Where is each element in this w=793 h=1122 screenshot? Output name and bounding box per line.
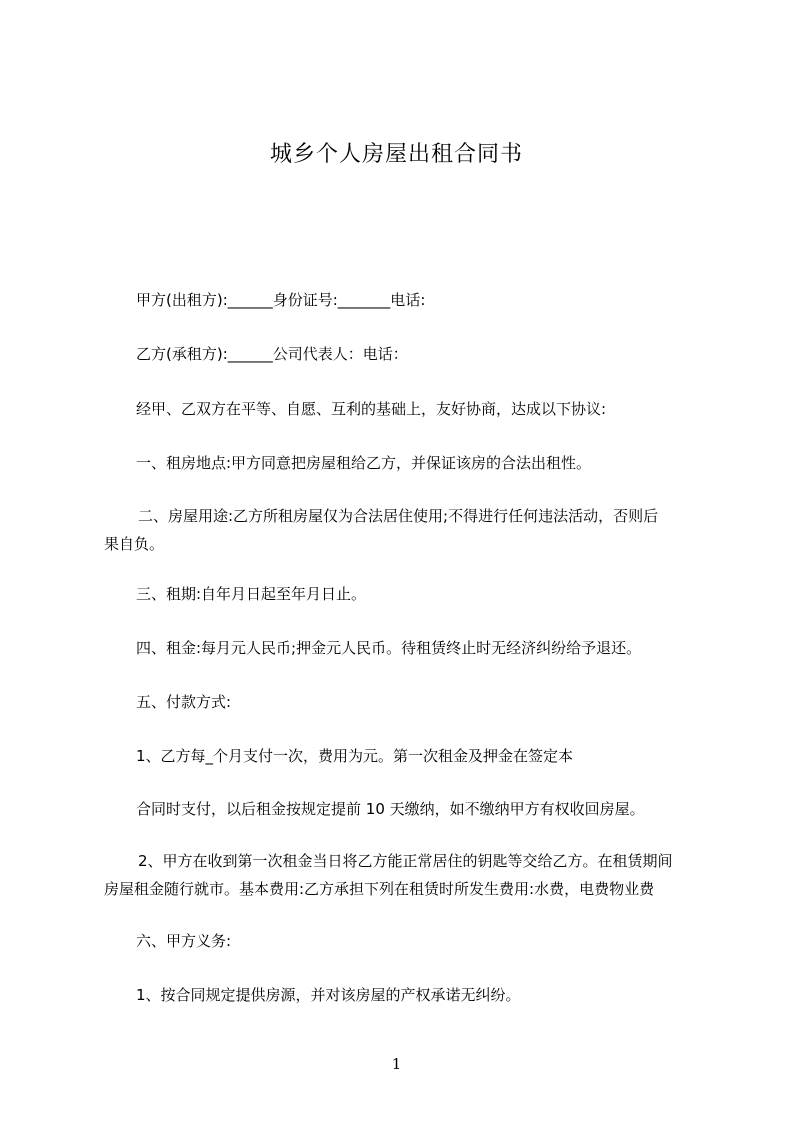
party-a-line: 甲方(出租方):______身份证号:_______电话:	[136, 291, 426, 309]
payment-item-2-line-1: 2、甲方在收到第一次租金当日将乙方能正常居住的钥匙等交给乙方。在租赁期间	[138, 852, 673, 870]
payment-item-2	[104, 847, 696, 903]
party-b-line: 乙方(承租方):______公司代表人：电话：	[136, 345, 408, 363]
payment-item-2-line-2: 房屋租金随行就市。基本费用:乙方承担下列在租赁时所发生费用:水费，电费物业费	[104, 880, 655, 898]
clause-rental-location: 一、租房地点:甲方同意把房屋租给乙方，并保证该房的合法出租性。	[136, 454, 592, 472]
page-number: 1	[391, 1055, 402, 1073]
payment-item-1: 1、乙方每_个月支付一次，费用为元。第一次租金及押金在签定本	[136, 747, 574, 765]
clause-house-usage	[104, 502, 696, 558]
clause-lease-term: 三、租期:自年月日起至年月日止。	[136, 585, 367, 603]
document-title: 城乡个人房屋出租合同书	[269, 142, 523, 167]
payment-item-1-continued: 合同时支付，以后租金按规定提前 10 天缴纳，如不缴纳甲方有权收回房屋。	[136, 800, 645, 818]
clause-payment-heading: 五、付款方式:	[136, 693, 232, 711]
party-a-duty-1: 1、按合同规定提供房源，并对该房屋的产权承诺无纠纷。	[136, 986, 521, 1004]
clause-rent: 四、租金:每月元人民币;押金元人民币。待租赁终止时无经济纠纷给予退还。	[136, 639, 642, 657]
clause-house-usage-line-2: 果自负。	[104, 535, 165, 553]
agreement-intro: 经甲、乙双方在平等、自愿、互利的基础上，友好协商，达成以下协议:	[136, 400, 607, 418]
clause-party-a-duties-heading: 六、甲方义务:	[136, 932, 232, 950]
clause-house-usage-line-1: 二、房屋用途:乙方所租房屋仅为合法居住使用;不得进行任何违法活动，否则后	[138, 507, 659, 525]
